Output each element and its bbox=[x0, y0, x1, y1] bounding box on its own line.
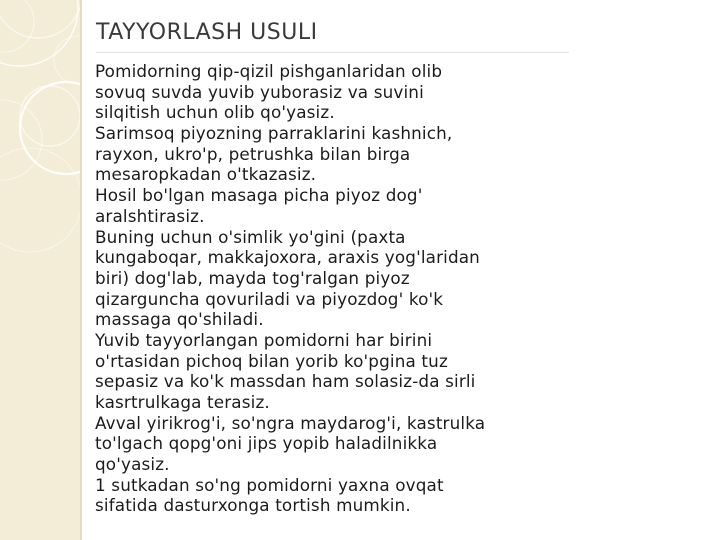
title-divider bbox=[96, 52, 569, 53]
text-line: kasrtrulkaga terasiz. bbox=[95, 392, 270, 412]
decorative-rings bbox=[0, 0, 80, 540]
text-line: silqitish uchun olib qo'yasiz. bbox=[95, 102, 335, 123]
text-line: to'lgach qopg'oni jips yopib haladilnikka bbox=[95, 433, 438, 454]
text-line: kungaboqar, makkajoxora, araxis yog'laridan bbox=[95, 247, 480, 268]
decorative-sidebar bbox=[0, 0, 80, 540]
text-line: massaga qo'shiladi. bbox=[95, 309, 264, 330]
text-line: Yuvib tayyorlangan pomidorni har birini bbox=[95, 329, 433, 350]
text-line: Pomidorning qip-qizil pishganlaridan olib bbox=[95, 61, 443, 81]
text-line: sovuq suvda yuvib yuborasiz va suvini bbox=[95, 81, 424, 102]
text-line: Avval yirikrog'i, so'ngra maydarog'i, kastrulka bbox=[95, 412, 486, 433]
recipe-text bbox=[95, 61, 675, 516]
text-line: Sarimsoq piyozning parraklarini kashnich, bbox=[95, 123, 453, 144]
text-line: Buning uchun o'simlik yo'gini (paxta bbox=[95, 226, 406, 247]
text-line: Hosil bo'lgan masaga picha piyoz dog' bbox=[95, 185, 423, 206]
text-line: 1 sutkadan so'ng pomidorni yaxna ovqat bbox=[95, 474, 444, 495]
text-line: o'rtasidan pichoq bilan yorib ko'pgina tuz bbox=[95, 350, 448, 371]
slide-content bbox=[82, 0, 720, 540]
text-line: aralshtirasiz. bbox=[95, 205, 205, 226]
slide-title: TAYYORLASH USULI bbox=[96, 20, 318, 45]
text-line: mesaropkadan o'tkazasiz. bbox=[95, 164, 317, 185]
text-line: sepasiz va ko'k massdan ham solasiz-da sirli bbox=[95, 371, 476, 392]
text-line: rayxon, ukro'p, petrushka bilan birga bbox=[95, 143, 411, 164]
text-line: biri) dog'lab, mayda tog'ralgan piyoz bbox=[95, 267, 410, 288]
text-line: qo'yasiz. bbox=[95, 454, 170, 475]
text-line: sifatida dasturxonga tortish mumkin. bbox=[95, 495, 411, 516]
text-line: qizarguncha qovuriladi va piyozdog' ko'k bbox=[95, 288, 444, 309]
